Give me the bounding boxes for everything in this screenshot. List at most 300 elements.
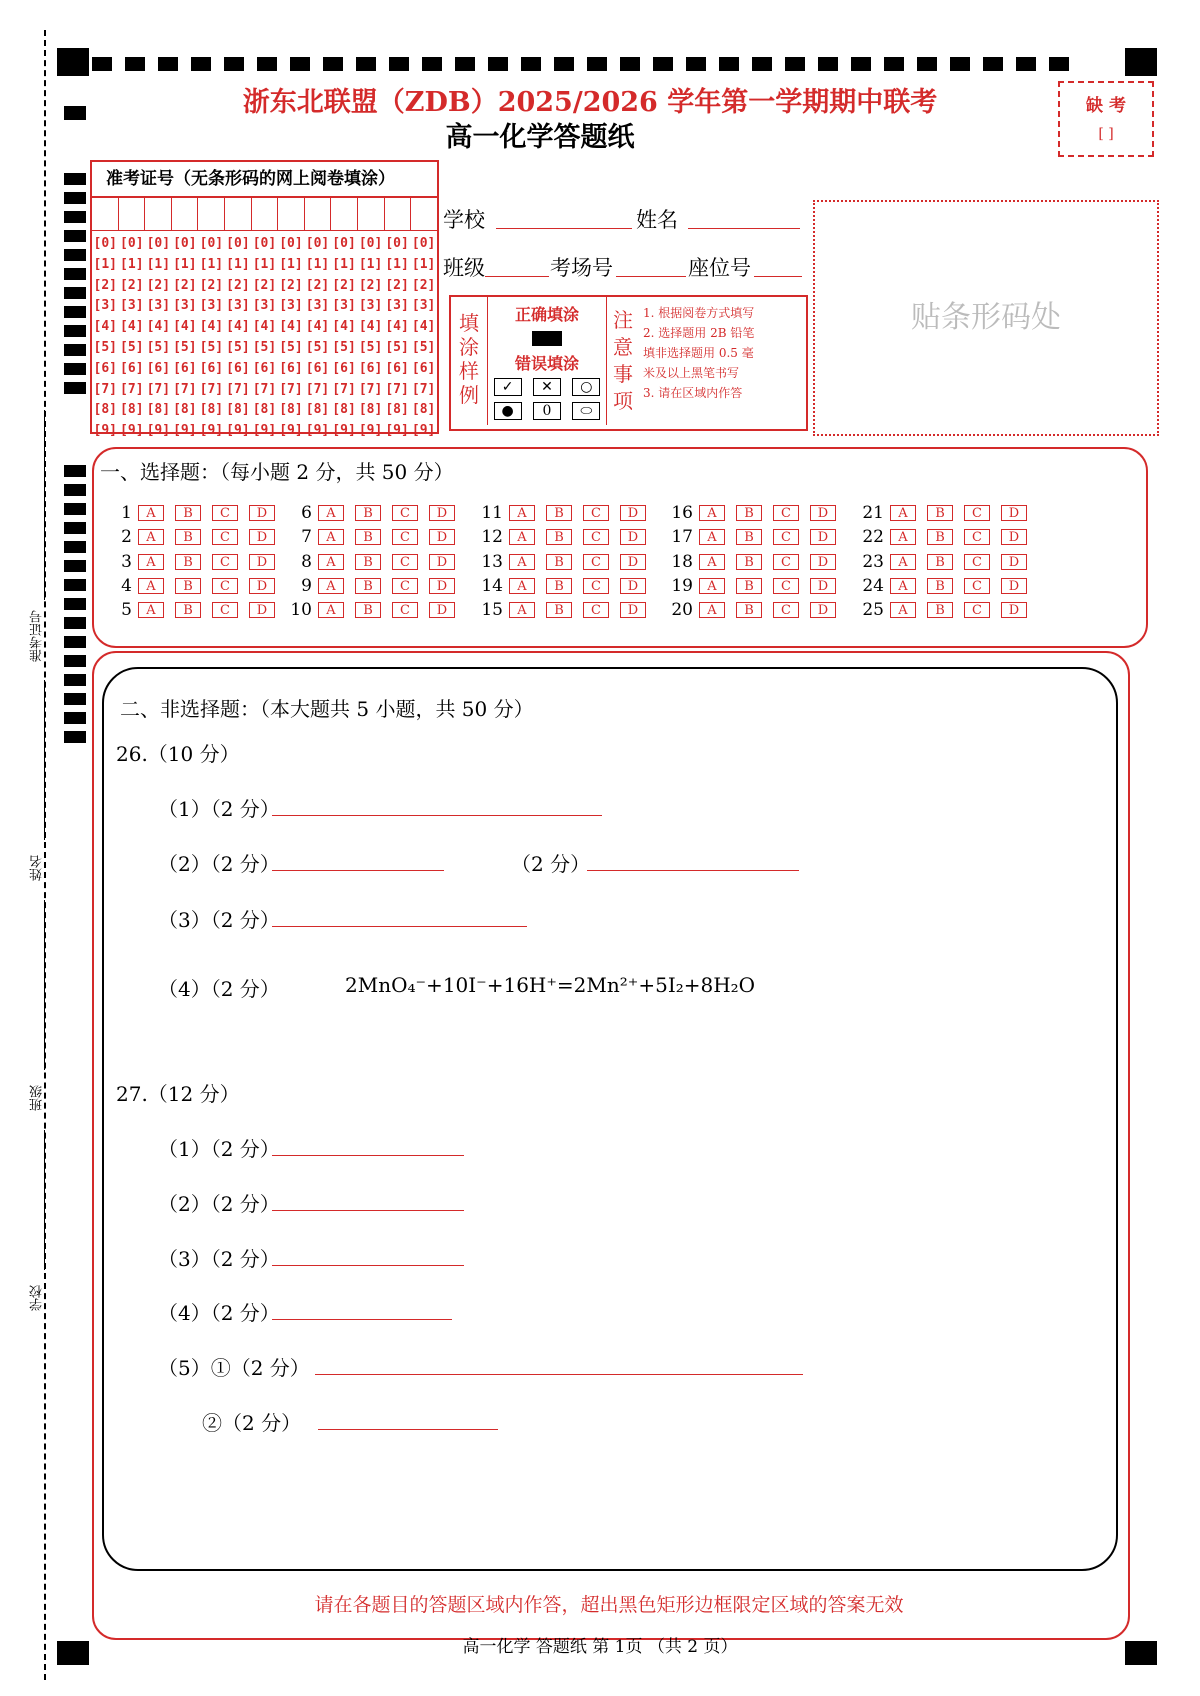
mc-option-b-bubble[interactable]: B [927,602,953,618]
ticket-digit-bubble[interactable]: [1] [332,256,356,272]
side-label-name: 姓名 [30,855,45,881]
ticket-digit-bubble[interactable]: [9] [358,423,383,439]
nonmc-header: 二、非选择题：（本大题共 5 小题，共 50 分） [120,697,534,721]
ticket-digit-bubble[interactable]: [3] [226,298,250,314]
mc-option-b-bubble[interactable]: B [175,505,201,521]
ticket-digit-bubble[interactable]: [0] [305,236,330,251]
ticket-digit-bubble[interactable]: [9] [120,423,144,439]
ticket-digit-bubble[interactable]: [1] [226,256,250,272]
ticket-digit-bubble[interactable]: [3] [305,298,330,314]
mc-option-c-bubble[interactable]: C [212,578,238,594]
mc-option-a-bubble[interactable]: A [138,554,164,570]
ticket-digit-bubble[interactable]: [6] [358,360,383,376]
mc-option-a-bubble[interactable]: A [509,578,535,594]
mc-question-number: 12 [481,527,503,547]
mc-option-b-bubble[interactable]: B [927,529,953,545]
correct-fill-mark [532,331,562,346]
mc-option-b-bubble[interactable]: B [546,529,572,545]
ticket-digit-bubble[interactable]: [4] [146,319,171,335]
ticket-digit-bubble[interactable]: [9] [252,423,277,439]
mc-option-a-bubble[interactable]: A [509,505,535,521]
mc-option-a-bubble[interactable]: A [890,578,916,594]
mc-option-b-bubble[interactable]: B [175,602,201,618]
mc-option-c-bubble[interactable]: C [212,529,238,545]
ticket-digit-bubble[interactable]: [6] [199,360,224,376]
q26-part1-label: （1）（2 分） [158,797,280,821]
ticket-digit-bubble[interactable]: [0] [120,236,144,251]
mc-option-b-bubble[interactable]: B [736,529,762,545]
mc-option-a-bubble[interactable]: A [699,578,725,594]
ticket-digit-grid[interactable] [92,234,437,442]
mc-question-14 [481,576,657,596]
mc-option-d-bubble[interactable]: D [429,529,455,545]
ticket-write-cells[interactable] [92,198,437,231]
mc-option-c-bubble[interactable]: C [964,554,990,570]
ticket-digit-bubble[interactable]: [8] [146,402,171,418]
mc-question-15 [481,600,657,620]
mc-option-c-bubble[interactable]: C [392,554,418,570]
q27-part2-answer-line[interactable] [272,1210,464,1211]
ticket-digit-bubble[interactable]: [1] [173,256,197,272]
mc-option-c-bubble[interactable]: C [964,505,990,521]
ticket-digit-bubble[interactable]: [0] [279,236,303,251]
ticket-digit-bubble[interactable]: [7] [411,381,436,397]
mc-option-b-bubble[interactable]: B [927,505,953,521]
mc-option-d-bubble[interactable]: D [429,505,455,521]
ticket-digit-bubble[interactable]: [4] [199,319,224,335]
q26-part3-label: （3）（2 分） [158,908,280,932]
ticket-digit-bubble[interactable]: [7] [146,381,171,397]
q26-part3-answer-line[interactable] [272,926,527,927]
ticket-digit-bubble[interactable]: [0] [332,236,356,251]
mc-question-number: 25 [862,600,884,620]
ticket-digit-bubble[interactable]: [7] [252,381,277,397]
mc-question-23 [862,552,1038,572]
ticket-digit-bubble[interactable]: [3] [146,298,171,314]
ticket-digit-bubble[interactable]: [1] [279,256,303,272]
mc-question-8 [290,552,466,572]
seat-field[interactable] [754,276,802,277]
mc-option-b-bubble[interactable]: B [355,529,381,545]
mc-question-2 [110,527,286,547]
ticket-digit-bubble[interactable]: [3] [358,298,383,314]
mc-option-d-bubble[interactable]: D [1001,578,1027,594]
mc-option-c-bubble[interactable]: C [212,554,238,570]
ticket-digit-bubble[interactable]: [1] [93,256,117,272]
mc-option-a-bubble[interactable]: A [318,529,344,545]
ticket-digit-row [92,400,437,421]
mc-option-d-bubble[interactable]: D [1001,554,1027,570]
ticket-digit-bubble[interactable]: [6] [252,360,277,376]
mc-question-22 [862,527,1038,547]
q27-part3-answer-line[interactable] [272,1265,464,1266]
ticket-digit-bubble[interactable]: [2] [252,277,277,293]
mc-option-c-bubble[interactable]: C [392,578,418,594]
ticket-digit-bubble[interactable]: [2] [173,277,197,293]
ticket-digit-bubble[interactable]: [5] [332,339,356,355]
mc-option-a-bubble[interactable]: A [699,529,725,545]
mc-option-d-bubble[interactable]: D [620,602,646,618]
mc-option-d-bubble[interactable]: D [810,602,836,618]
ticket-digit-bubble[interactable]: [8] [226,402,250,418]
mc-option-a-bubble[interactable]: A [890,602,916,618]
ticket-digit-bubble[interactable]: [9] [279,423,303,439]
mc-option-b-bubble[interactable]: B [927,554,953,570]
q27-part1-answer-line[interactable] [272,1155,464,1156]
school-field[interactable] [496,228,632,229]
ticket-digit-bubble[interactable]: [4] [120,319,144,335]
mc-question-number: 3 [121,552,132,572]
ticket-digit-bubble[interactable]: [4] [411,319,436,335]
ticket-digit-bubble[interactable]: [1] [199,256,224,272]
q26-part2-answer-line[interactable] [272,870,444,871]
mc-option-d-bubble[interactable]: D [620,529,646,545]
mc-question-24 [862,576,1038,596]
ticket-digit-bubble[interactable]: [2] [120,277,144,293]
ticket-digit-bubble[interactable]: [5] [226,339,250,355]
mc-option-b-bubble[interactable]: B [355,505,381,521]
mc-option-c-bubble[interactable]: C [773,554,799,570]
ticket-digit-bubble[interactable]: [4] [252,319,277,335]
ticket-digit-bubble[interactable]: [8] [332,402,356,418]
ticket-digit-bubble[interactable]: [7] [226,381,250,397]
ticket-digit-bubble[interactable]: [9] [305,423,330,439]
ticket-digit-bubble[interactable]: [2] [411,277,436,293]
absent-checkbox[interactable]: [ ] [1098,126,1114,142]
mc-option-c-bubble[interactable]: C [392,602,418,618]
mc-option-b-bubble[interactable]: B [546,505,572,521]
ticket-digit-bubble[interactable]: [9] [385,423,409,439]
ticket-digit-bubble[interactable]: [4] [279,319,303,335]
absent-box[interactable] [1058,81,1154,157]
ticket-digit-bubble[interactable]: [7] [93,381,117,397]
mc-option-c-bubble[interactable]: C [773,602,799,618]
room-field[interactable] [616,276,686,277]
mc-option-d-bubble[interactable]: D [620,554,646,570]
ticket-digit-bubble[interactable]: [8] [252,402,277,418]
ticket-digit-bubble[interactable]: [5] [358,339,383,355]
mc-option-c-bubble[interactable]: C [964,602,990,618]
ticket-digit-bubble[interactable]: [6] [411,360,436,376]
ticket-digit-bubble[interactable]: [6] [173,360,197,376]
ticket-digit-bubble[interactable]: [1] [385,256,409,272]
mc-option-c-bubble[interactable]: C [392,505,418,521]
mc-option-b-bubble[interactable]: B [546,602,572,618]
mc-option-c-bubble[interactable]: C [212,505,238,521]
mc-option-a-bubble[interactable]: A [890,505,916,521]
seat-label: 座位号 [688,256,751,280]
ticket-digit-bubble[interactable]: [5] [411,339,436,355]
ticket-digit-bubble[interactable]: [2] [385,277,409,293]
ticket-digit-bubble[interactable]: [9] [226,423,250,439]
ticket-number-box [90,160,439,439]
mc-question-1 [110,503,286,523]
mc-option-c-bubble[interactable]: C [583,602,609,618]
mc-question-number: 8 [301,552,312,572]
corner-mark-bottom-right [1125,1641,1157,1665]
mc-option-d-bubble[interactable]: D [1001,529,1027,545]
ticket-digit-bubble[interactable]: [1] [358,256,383,272]
ticket-digit-bubble[interactable]: [9] [332,423,356,439]
q27-part4-label: （4）（2 分） [158,1301,280,1325]
mc-option-d-bubble[interactable]: D [249,554,275,570]
ticket-digit-bubble[interactable]: [8] [279,402,303,418]
mc-question-number: 13 [481,552,503,572]
mc-option-a-bubble[interactable]: A [890,529,916,545]
mc-question-18 [671,552,847,572]
room-label: 考场号 [550,256,613,280]
ticket-digit-bubble[interactable]: [5] [120,339,144,355]
ticket-digit-bubble[interactable]: [9] [173,423,197,439]
mc-option-a-bubble[interactable]: A [138,602,164,618]
mc-option-a-bubble[interactable]: A [699,505,725,521]
mc-option-d-bubble[interactable]: D [249,602,275,618]
note-item: 2. 选择题用 2B 铅笔 [643,326,755,340]
ticket-digit-bubble[interactable]: [5] [252,339,277,355]
q26-part2b-answer-line[interactable] [587,870,799,871]
mc-option-d-bubble[interactable]: D [249,578,275,594]
ticket-digit-bubble[interactable]: [4] [358,319,383,335]
mc-option-b-bubble[interactable]: B [355,578,381,594]
mc-option-a-bubble[interactable]: A [318,602,344,618]
ticket-digit-bubble[interactable]: [2] [93,277,117,293]
ticket-digit-bubble[interactable]: [6] [93,360,117,376]
mc-option-d-bubble[interactable]: D [810,578,836,594]
mc-option-d-bubble[interactable]: D [429,602,455,618]
note-item: 1. 根据阅卷方式填写 [643,306,755,320]
cross-mark-icon: ✕ [533,378,561,396]
ticket-digit-bubble[interactable]: [5] [279,339,303,355]
mc-option-b-bubble[interactable]: B [546,578,572,594]
mc-question-5 [110,600,286,620]
mc-option-c-bubble[interactable]: C [964,529,990,545]
ticket-digit-bubble[interactable]: [9] [199,423,224,439]
ticket-digit-bubble[interactable]: [7] [385,381,409,397]
mc-option-d-bubble[interactable]: D [249,529,275,545]
mc-option-a-bubble[interactable]: A [318,578,344,594]
mc-option-a-bubble[interactable]: A [699,554,725,570]
ticket-digit-bubble[interactable]: [8] [411,402,436,418]
ticket-digit-bubble[interactable]: [7] [279,381,303,397]
mc-option-a-bubble[interactable]: A [318,505,344,521]
side-line [44,680,45,840]
ticket-digit-bubble[interactable]: [3] [199,298,224,314]
mc-option-a-bubble[interactable]: A [138,505,164,521]
ticket-digit-bubble[interactable]: [1] [120,256,144,272]
ticket-digit-bubble[interactable]: [0] [199,236,224,251]
mc-option-c-bubble[interactable]: C [773,505,799,521]
ticket-digit-bubble[interactable]: [6] [385,360,409,376]
ticket-digit-bubble[interactable]: [0] [252,236,277,251]
ticket-digit-bubble[interactable]: [6] [279,360,303,376]
mc-question-number: 21 [862,503,884,523]
ticket-digit-bubble[interactable]: [2] [199,277,224,293]
mc-option-c-bubble[interactable]: C [773,578,799,594]
mc-option-d-bubble[interactable]: D [620,578,646,594]
ticket-digit-bubble[interactable]: [0] [358,236,383,251]
mc-option-b-bubble[interactable]: B [355,554,381,570]
ellipse-mark-icon: ⬭ [572,402,600,420]
ticket-digit-bubble[interactable]: [1] [146,256,171,272]
mc-option-d-bubble[interactable]: D [810,554,836,570]
ticket-digit-bubble[interactable]: [6] [120,360,144,376]
ticket-digit-bubble[interactable]: [0] [93,236,117,251]
mc-option-b-bubble[interactable]: B [546,554,572,570]
ticket-digit-bubble[interactable]: [4] [93,319,117,335]
mc-option-a-bubble[interactable]: A [318,554,344,570]
ticket-digit-bubble[interactable]: [9] [411,423,436,439]
ticket-digit-bubble[interactable]: [5] [146,339,171,355]
ticket-digit-row [92,255,437,276]
ticket-digit-bubble[interactable]: [7] [199,381,224,397]
q27-part5b-answer-line[interactable] [318,1429,498,1430]
mc-question-number: 6 [301,503,312,523]
mc-option-c-bubble[interactable]: C [964,578,990,594]
ticket-digit-bubble[interactable]: [4] [332,319,356,335]
ticket-digit-bubble[interactable]: [8] [199,402,224,418]
ticket-digit-bubble[interactable]: [4] [385,319,409,335]
side-line [44,1130,45,1270]
dot-mark-icon: ● [494,402,522,420]
ticket-digit-bubble[interactable]: [2] [279,277,303,293]
ticket-digit-bubble[interactable]: [1] [305,256,330,272]
ticket-digit-bubble[interactable]: [8] [120,402,144,418]
ticket-digit-bubble[interactable]: [4] [226,319,250,335]
ticket-digit-bubble[interactable]: [0] [146,236,171,251]
mc-option-a-bubble[interactable]: A [138,578,164,594]
timing-track-left-lower [64,465,86,743]
mc-question-9 [290,576,466,596]
class-field[interactable] [485,276,549,277]
ticket-digit-bubble[interactable]: [7] [332,381,356,397]
ticket-digit-bubble[interactable]: [7] [358,381,383,397]
name-field[interactable] [688,228,800,229]
mc-option-c-bubble[interactable]: C [583,529,609,545]
ticket-digit-bubble[interactable]: [6] [305,360,330,376]
ticket-digit-bubble[interactable]: [5] [199,339,224,355]
ticket-digit-bubble[interactable]: [5] [305,339,330,355]
ticket-digit-bubble[interactable]: [2] [305,277,330,293]
mc-option-d-bubble[interactable]: D [429,578,455,594]
mc-option-b-bubble[interactable]: B [927,578,953,594]
mc-option-a-bubble[interactable]: A [509,554,535,570]
mc-option-d-bubble[interactable]: D [1001,505,1027,521]
mc-option-c-bubble[interactable]: C [392,529,418,545]
ticket-digit-bubble[interactable]: [3] [385,298,409,314]
ticket-digit-bubble[interactable]: [2] [226,277,250,293]
ticket-digit-bubble[interactable]: [2] [146,277,171,293]
fill-sample-box [449,295,808,431]
mc-option-b-bubble[interactable]: B [736,602,762,618]
ticket-digit-bubble[interactable]: [1] [411,256,436,272]
name-label: 姓名 [636,208,678,232]
q27-part5a-answer-line[interactable] [315,1374,803,1375]
ticket-digit-bubble[interactable]: [8] [173,402,197,418]
ticket-digit-bubble[interactable]: [0] [226,236,250,251]
ticket-digit-bubble[interactable]: [2] [332,277,356,293]
mc-option-a-bubble[interactable]: A [138,529,164,545]
mc-option-b-bubble[interactable]: B [175,578,201,594]
mc-option-c-bubble[interactable]: C [212,602,238,618]
mc-option-a-bubble[interactable]: A [509,529,535,545]
q26-part4-answer: 2MnO₄⁻+10I⁻+16H⁺=2Mn²⁺+5I₂+8H₂O [345,973,756,997]
ticket-digit-bubble[interactable]: [4] [173,319,197,335]
ticket-digit-bubble[interactable]: [9] [146,423,171,439]
ticket-digit-bubble[interactable]: [3] [252,298,277,314]
mc-option-b-bubble[interactable]: B [736,505,762,521]
ticket-digit-bubble[interactable]: [0] [173,236,197,251]
ticket-digit-bubble[interactable]: [3] [93,298,117,314]
mc-option-c-bubble[interactable]: C [773,529,799,545]
ticket-digit-bubble[interactable]: [5] [385,339,409,355]
ticket-digit-bubble[interactable]: [6] [226,360,250,376]
q26-part1-answer-line[interactable] [272,815,602,816]
ticket-digit-bubble[interactable]: [4] [305,319,330,335]
ticket-digit-bubble[interactable]: [7] [173,381,197,397]
school-label: 学校 [443,208,485,232]
ticket-digit-bubble[interactable]: [9] [93,423,117,439]
ticket-digit-bubble[interactable]: [1] [252,256,277,272]
mc-option-b-bubble[interactable]: B [736,554,762,570]
ticket-digit-bubble[interactable]: [5] [93,339,117,355]
ticket-digit-bubble[interactable]: [2] [358,277,383,293]
ticket-digit-bubble[interactable]: [6] [332,360,356,376]
mc-option-c-bubble[interactable]: C [583,578,609,594]
mc-option-b-bubble[interactable]: B [736,578,762,594]
ticket-digit-row [92,296,437,317]
mc-option-d-bubble[interactable]: D [810,505,836,521]
mc-option-b-bubble[interactable]: B [175,529,201,545]
ticket-digit-bubble[interactable]: [3] [120,298,144,314]
q27-part4-answer-line[interactable] [272,1319,452,1320]
mc-option-a-bubble[interactable]: A [699,602,725,618]
ticket-digit-bubble[interactable]: [8] [385,402,409,418]
mc-option-b-bubble[interactable]: B [175,554,201,570]
mc-question-number: 2 [121,527,132,547]
ticket-digit-bubble[interactable]: [3] [332,298,356,314]
mc-option-d-bubble[interactable]: D [249,505,275,521]
mc-option-d-bubble[interactable]: D [429,554,455,570]
mc-question-number: 4 [121,576,132,596]
ticket-digit-bubble[interactable]: [7] [305,381,330,397]
check-mark-icon: ✓ [494,378,522,396]
ticket-digit-bubble[interactable]: [3] [411,298,436,314]
ticket-digit-bubble[interactable]: [3] [279,298,303,314]
mc-option-c-bubble[interactable]: C [583,554,609,570]
region-warning: 请在各题目的答题区域内作答，超出黑色矩形边框限定区域的答案无效 [314,1594,904,1616]
mc-option-a-bubble[interactable]: A [509,602,535,618]
barcode-area: 贴条形码处 [813,200,1159,436]
ticket-digit-bubble[interactable]: [0] [411,236,436,251]
ticket-digit-bubble[interactable]: [8] [93,402,117,418]
mc-option-a-bubble[interactable]: A [890,554,916,570]
mc-option-d-bubble[interactable]: D [810,529,836,545]
mc-question-number: 15 [481,600,503,620]
mc-option-c-bubble[interactable]: C [583,505,609,521]
ticket-digit-bubble[interactable]: [0] [385,236,409,251]
mc-option-d-bubble[interactable]: D [1001,602,1027,618]
ticket-digit-bubble[interactable]: [8] [358,402,383,418]
mc-option-b-bubble[interactable]: B [355,602,381,618]
ticket-digit-bubble[interactable]: [3] [173,298,197,314]
mc-option-d-bubble[interactable]: D [620,505,646,521]
ticket-digit-bubble[interactable]: [8] [305,402,330,418]
ticket-digit-bubble[interactable]: [6] [146,360,171,376]
ticket-digit-bubble[interactable]: [5] [173,339,197,355]
mc-question-6 [290,503,466,523]
q26-part2b-label: （2 分） [511,852,591,876]
ticket-digit-bubble[interactable]: [7] [120,381,144,397]
